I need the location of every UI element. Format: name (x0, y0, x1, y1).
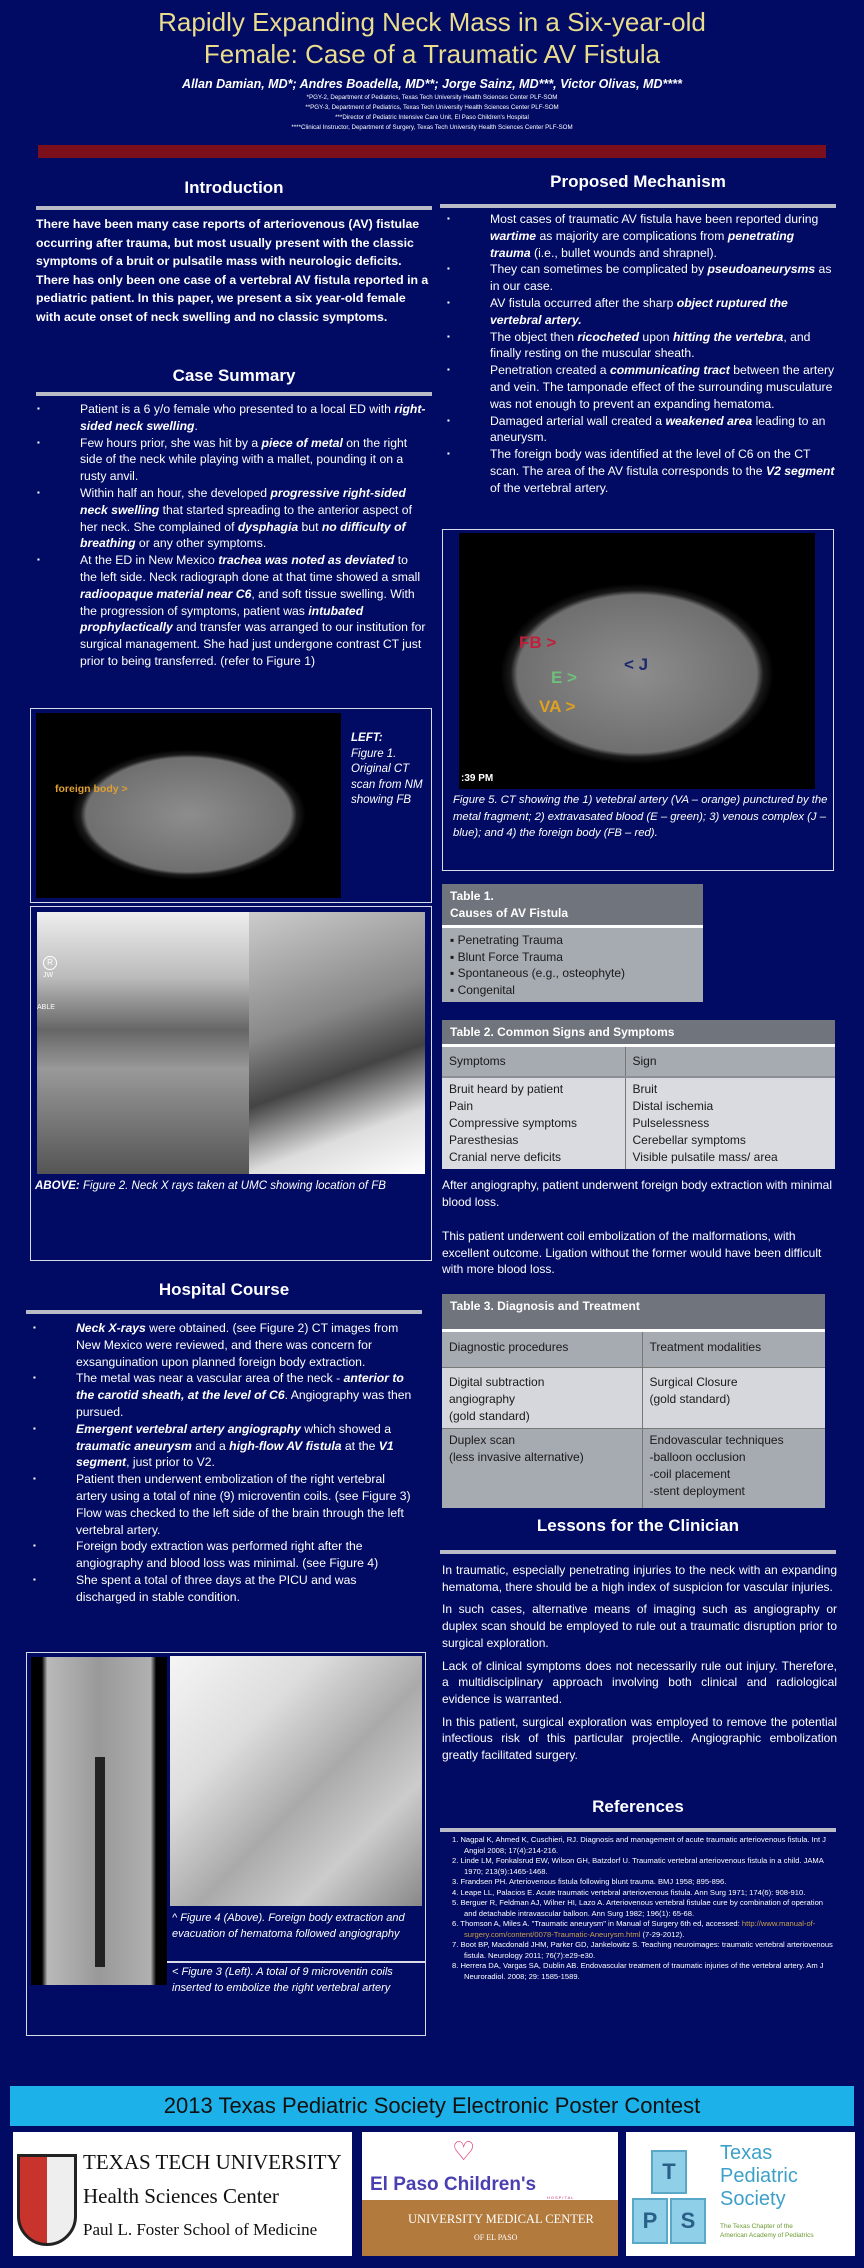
signs-cell (625, 1077, 835, 1169)
text: The metal was near a vascular area of the neck - (76, 1371, 344, 1386)
emphasis-text: no difficulty of breathing (80, 519, 406, 551)
reference-item: 7. Boot BP, Macdonald JHM, Parker GD, Jankelowitz S. Teaching neuroimages: traumatic vertebral arteriovenous fistula. Neurology 2011; 76(7):e29-e30. (452, 1940, 833, 1960)
text: Penetration created a (490, 363, 610, 378)
divider (440, 204, 836, 208)
text: as in our case. (490, 262, 832, 294)
table-cell: Digital subtraction angiography (gold standard) (442, 1367, 642, 1428)
epch-name: El Paso Children's (370, 2174, 537, 2195)
text: as majority are complications from (536, 228, 728, 243)
emphasis-text: hitting the vertebra (672, 329, 784, 344)
divider (26, 1310, 422, 1314)
block-t: T (651, 2150, 687, 2194)
affiliation: *PGY-2, Department of Pediatrics, Texas Tech University Health Sciences Center PLF-SOM (306, 94, 558, 101)
list-item (36, 435, 428, 485)
list-item (446, 446, 836, 496)
table1 (442, 884, 703, 1002)
lessons-heading: Lessons for the Clinician (536, 1516, 740, 1535)
text: . (194, 418, 198, 433)
text: The object then (490, 329, 578, 344)
text: to the left side. Neck radiograph done at that time showed a small (80, 553, 421, 584)
reference-item: 3. Frandsen PH. Arteriovenous fistula following blunt trauma. BMJ 1958; 895-896. (452, 1877, 727, 1886)
lateral-xray-image (249, 912, 425, 1174)
figure2-caption: Figure 2. Neck X rays taken at UMC showing location of FB (82, 1180, 386, 1192)
ttu-school: Paul L. Foster School of Medicine (83, 2220, 318, 2239)
list-item: Cerebellar symptoms (632, 1133, 746, 1147)
affiliation: **PGY-3, Department of Pediatrics, Texas Tech University Health Sciences Center PLF-SOM (305, 104, 559, 111)
umc-logo (362, 2200, 618, 2256)
list-item: Paresthesias (449, 1133, 519, 1147)
umc-location: OF EL PASO (474, 2233, 518, 2242)
affiliation: ***Director of Pediatric Intensive Care Unit, El Paso Children's Hospital (335, 114, 529, 121)
affiliation: ****Clinical Instructor, Department of Surgery, Texas Tech University Health Sciences Center PLF-SOM (291, 124, 573, 131)
right-marker: R (43, 956, 57, 970)
emphasis-text: weakened area (665, 413, 753, 428)
list-item: Pulselessness (632, 1116, 710, 1130)
reference-item (446, 1919, 836, 1940)
ttu-name: TEXAS TECH UNIVERSITY (83, 2150, 342, 2174)
emphasis-text: communicating tract (609, 363, 730, 378)
list-item: Distal ischemia (632, 1099, 714, 1113)
j-label: < J (624, 655, 649, 674)
block-p: P (632, 2198, 668, 2244)
list-item: ▪ Penetrating Trauma (450, 933, 563, 947)
figures-3-4-box (26, 1652, 426, 2036)
emphasis-text: ricocheted (577, 329, 640, 344)
lesson-paragraph: In this patient, surgical exploration was employed to remove the potential infectious risk of this particular projectile. Angiographic embolization greatly facilitated surgery. (442, 1714, 837, 1763)
figure1-label: LEFT: (351, 732, 383, 744)
figure1-box (30, 708, 432, 903)
emphasis-text: V1 segment (76, 1438, 394, 1470)
table3-title: Table 3. Diagnosis and Treatment (442, 1294, 825, 1332)
column-header: Sign (632, 1054, 657, 1068)
text: or any other symptoms. (135, 536, 267, 551)
emphasis-text: V2 segment (765, 463, 835, 478)
list-item (36, 552, 428, 670)
umc-name: UNIVERSITY MEDICAL CENTER (408, 2212, 594, 2226)
figure5-caption: Figure 5. CT showing the 1) vetebral artery (VA – orange) punctured by the metal fragment; 2) extravasated blood (E – green); 3) venous complex (J – blue); and 4) the foreign body (FB – red). (453, 794, 828, 839)
table2-title: Table 2. Common Signs and Symptoms (442, 1020, 835, 1047)
text: Most cases of traumatic AV fistula have been reported during (490, 212, 819, 226)
contest-banner: 2013 Texas Pediatric Society Electronic Poster Contest (10, 2086, 854, 2126)
reference-item: 2. Linde LM, Fonkalsrud EW, Wilson GH, Batzdorf U. Traumatic vertebral arteriovenous fistula in a child. JAMA 1970; 213(9):1465-1468. (452, 1856, 824, 1876)
tps-tag: American Academy of Pediatrics (720, 2232, 814, 2239)
text: Damaged arterial wall created a (490, 413, 666, 428)
list-item (446, 211, 836, 261)
text: , just prior to V2. (126, 1455, 215, 1470)
emphasis-text: pseudoaneurysms (707, 262, 816, 277)
text: which showed a (300, 1421, 391, 1436)
embolization-outcome-text: This patient underwent coil embolization of the malformations, with excellent outcome. Ligation without the former would have been difficult with more blood loss. (442, 1229, 822, 1276)
figure4-caption: ^ Figure 4 (Above). Foreign body extraction and evacuation of hematoma followed angiography (172, 1912, 405, 1940)
ttu-hsc: Health Sciences Center (83, 2184, 279, 2208)
mechanism-list (446, 211, 836, 497)
reference-item: 1. Nagpal K, Ahmed K, Cuschieri, RJ. Diagnosis and management of acute traumatic arteriovenous fistula. Int J Angiol 2008; 17(4):214-216. (452, 1835, 826, 1855)
extraction-image (170, 1656, 422, 1906)
tps-tagline (720, 2222, 814, 2240)
text: Foreign body extraction was performed right after the angiography and blood loss was minimal. (see Figure 4) (76, 1539, 379, 1571)
list-item (36, 401, 428, 435)
ct-scan-image (36, 713, 341, 898)
emphasis-text: radioopaque material near C6 (80, 586, 252, 601)
figure1-caption: Figure 1. Original CT scan from NM showing FB (351, 747, 423, 806)
list-item (32, 1572, 412, 1606)
e-label: E > (551, 668, 577, 687)
authors: Allan Damian, MD*; Andres Boadella, MD**; Jorge Sainz, MD***, Victor Olivas, MD**** (182, 77, 682, 91)
texas-pediatric-society-logo (626, 2132, 855, 2256)
text: upon (639, 329, 673, 344)
list-item (36, 485, 428, 552)
mechanism-heading: Proposed Mechanism (550, 172, 726, 191)
list-item: Compressive symptoms (449, 1116, 578, 1130)
emphasis-text: Emergent vertebral artery angiography (76, 1421, 301, 1436)
lesson-paragraph: In traumatic, especially penetrating injuries to the neck with an expanding hematoma, there should be a high index of suspicion for vascular injuries. (442, 1563, 837, 1594)
emphasis-text: intubated prophylactically (80, 603, 364, 635)
references-heading: References (592, 1797, 684, 1816)
hospital-course-heading: Hospital Course (158, 1280, 290, 1299)
emphasis-text: anterior to the carotid sheath, at the level of C6 (76, 1371, 404, 1403)
list-item (32, 1471, 412, 1538)
list-item (446, 413, 836, 447)
emphasis-text: progressive right-sided neck swelling (80, 485, 406, 517)
emphasis-text: trachea was noted as deviated (218, 553, 395, 568)
coil-angiography-image (31, 1657, 167, 1985)
text: and a (191, 1438, 230, 1453)
header-divider (38, 145, 826, 158)
hospital-course-list (32, 1320, 412, 1606)
list-item: Cranial nerve deficits (449, 1150, 562, 1164)
emphasis-text: wartime (490, 228, 537, 243)
able-marker: ABLE (37, 1004, 55, 1011)
emphasis-text: object ruptured the vertebral artery. (490, 295, 788, 327)
list-item: Pain (449, 1099, 474, 1113)
text: between the artery and vein. The tamponade effect of the surrounding musculature was not enough to prevent an expanding hematoma. (490, 363, 835, 411)
table-cell: Duplex scan (less invasive alternative) (442, 1428, 642, 1508)
foreign-body-annotation: foreign body > (55, 783, 128, 795)
list-item: ▪ Spontaneous (e.g., osteophyte) (450, 966, 626, 980)
list-item: Visible pulsatile mass/ area (632, 1150, 778, 1164)
divider (36, 392, 432, 396)
el-paso-childrens-logo (362, 2132, 618, 2256)
divider (440, 1828, 836, 1832)
tps-name (720, 2142, 798, 2211)
text: but (298, 519, 322, 534)
text: of the vertebral artery. (490, 480, 609, 495)
text: The foreign body was identified at the level of C6 on the CT scan. The area of the AV fistula corresponds to the (490, 447, 811, 478)
table1-title: Table 1. (450, 889, 494, 903)
va-label: VA > (539, 697, 576, 716)
text: leading to an aneurysm. (490, 413, 826, 445)
column-header: Diagnostic procedures (442, 1332, 642, 1367)
table1-list (442, 928, 703, 1002)
coils (95, 1757, 105, 1967)
reference-item: 4. Leape LL, Palacios E. Acute traumatic vertebral arteriovenous fistula. Ann Surg 1971; 174(6): 908-910. (452, 1887, 806, 1897)
emphasis-text: right-sided neck swelling (80, 402, 426, 433)
case-summary-list (36, 401, 428, 670)
reference-item: 5. Berguer R, Feldman AJ, Wilner HI, Lazo A. Arteriovenous vertebral fistulae cure by combination of operation and detachable intravascular balloon. Ann Surg 1982; 196(1): 65-68. (452, 1898, 824, 1918)
text: At the ED in New Mexico (80, 553, 219, 568)
poster-title-line2: Female: Case of a Traumatic AV Fistula (203, 39, 661, 69)
emphasis-text: high-flow AV fistula (229, 1438, 342, 1453)
text: Patient then underwent embolization of the right vertebral artery using a total of nine (9) microventin coils. (see Figure 3) Flow was checked to the left side of the brain through the left vertebral artery. (76, 1472, 411, 1537)
emphasis-text: dysphagia (237, 519, 299, 534)
list-item (446, 329, 836, 363)
heart-icon: ♡ (452, 2136, 476, 2166)
epch-sub: HOSPITAL (547, 2195, 575, 2200)
table-cell: Endovascular techniques -balloon occlusion -coil placement -stent deployment (649, 1432, 784, 1498)
lesson-paragraph: In such cases, alternative means of imaging such as angiography or duplex scan should be employed to rule out a traumatic disruption prior to surgical exploration. (442, 1602, 837, 1650)
divider (36, 206, 432, 210)
figure2-box (30, 906, 432, 1261)
list-item (32, 1320, 412, 1370)
after-angiography-text: After angiography, patient underwent foreign body extraction with minimal blood loss. (442, 1178, 832, 1209)
table2 (442, 1020, 835, 1169)
ttu-shield-icon (17, 2154, 77, 2246)
references-list (446, 1835, 836, 1982)
tps-line: Pediatric (720, 2165, 798, 2187)
text: . Angiography was then pursued. (76, 1388, 412, 1419)
text: , and finally resting on the muscular sheath. (490, 329, 811, 361)
emphasis-text: traumatic aneurysm (76, 1438, 192, 1453)
frontal-xray-image (37, 912, 249, 1174)
text: at the (341, 1438, 379, 1453)
emphasis-text: penetrating trauma (490, 228, 795, 260)
list-item: Bruit (632, 1082, 658, 1096)
list-item: Bruit heard by patient (449, 1082, 564, 1096)
tps-line: Society (720, 2188, 786, 2210)
text: , and soft tissue swelling. With the progression of symptoms, patient was (80, 586, 415, 618)
reference-item: 8. Herrera DA, Vargas SA, Dublin AB. Endovascular treatment of traumatic injuries of the vertebral artery. Am J Neuroradiol. 2008; 29: 1585-1589. (452, 1961, 824, 1981)
ttu-logo (13, 2132, 352, 2256)
reference-text: 6. Thomson A, Miles A. "Traumatic aneurysm" in Manual of Surgery 6th ed, accessed: (452, 1919, 742, 1928)
emphasis-text: Neck X-rays (76, 1321, 146, 1335)
text: Patient is a 6 y/o female who presented to a local ED with (80, 402, 395, 416)
tps-tag: The Texas Chapter of the (720, 2223, 793, 2230)
list-item (32, 1370, 412, 1420)
table1-subtitle: Causes of AV Fistula (450, 905, 569, 920)
list-item: ▪ Congenital (450, 982, 515, 997)
block-s: S (670, 2198, 706, 2244)
divider (440, 1550, 836, 1554)
divider (167, 1961, 425, 1963)
introduction-text: There have been many case reports of arteriovenous (AV) fistulae occurring after trauma, but most usually present with the classic symptoms of a bruit or pulsatile mass with neurologic deficits. There has only been one case of a vertebral AV fistula reported in a pediatric patient. In this paper, we present a six year-old female with acute onset of neck swelling and no classic symptoms. (36, 217, 429, 324)
reference-link[interactable]: http://www.manual-of-surgery.com/content/0078-Traumatic-Aneurysm.html (464, 1919, 816, 1939)
column-header: Treatment modalities (649, 1340, 762, 1354)
fb-label: FB > (519, 633, 557, 652)
symptoms-cell (442, 1077, 625, 1169)
text: They can sometimes be complicated by (490, 262, 708, 277)
emphasis-text: piece of metal (261, 435, 343, 450)
annotated-ct-image (459, 533, 815, 789)
affiliations (0, 93, 864, 133)
list-item (446, 362, 836, 412)
list-item (446, 295, 836, 329)
text: Within half an hour, she developed (80, 485, 271, 500)
column-header: Symptoms (442, 1047, 625, 1077)
table-cell: Surgical Closure (gold standard) (649, 1374, 738, 1406)
poster-title-line1: Rapidly Expanding Neck Mass in a Six-year-old (158, 7, 706, 37)
reference-text: (7-29-2012). (640, 1929, 685, 1939)
text: were obtained. (see Figure 2) CT images from New Mexico were reviewed, and there was concern for exsanguination upon planned foreign body extraction. (76, 1321, 399, 1369)
table3 (442, 1294, 825, 1508)
list-item (32, 1538, 412, 1572)
case-summary-heading: Case Summary (172, 366, 296, 385)
text: AV fistula occurred after the sharp (490, 295, 677, 310)
text: that started spreading to the anterior aspect of her neck. She complained of (80, 502, 412, 534)
text: on the right side of the neck while playing with a mallet, pounding it on a rusty anvil. (80, 435, 408, 484)
text: and transfer was arranged to our institution for surgical management. She had just undergone contrast CT just prior to being transferred. (refer to Figure 1) (80, 620, 426, 668)
list-item (446, 261, 836, 295)
lesson-paragraph: Lack of clinical symptoms does not necessarily rule out injury. Therefore, a multidisciplinary approach involving both clinical and radiological evidence is warranted. (442, 1658, 837, 1706)
timestamp: :39 PM (461, 773, 494, 784)
figure2-label: ABOVE: (35, 1180, 80, 1192)
text: She spent a total of three days at the PICU and was discharged in stable condition. (76, 1572, 357, 1604)
text: (i.e., bullet wounds and shrapnel). (530, 245, 717, 260)
jw-marker: JW (43, 972, 54, 979)
list-item (32, 1421, 412, 1471)
figure3-caption: < Figure 3 (Left). A total of 9 microventin coils inserted to embolize the right vertebral artery (172, 1966, 393, 1994)
tps-line: Texas (720, 2142, 773, 2164)
introduction-heading: Introduction (184, 178, 284, 197)
text: Few hours prior, she was hit by a (80, 435, 262, 450)
figure5-box (442, 529, 834, 871)
list-item: ▪ Blunt Force Trauma (450, 949, 563, 964)
